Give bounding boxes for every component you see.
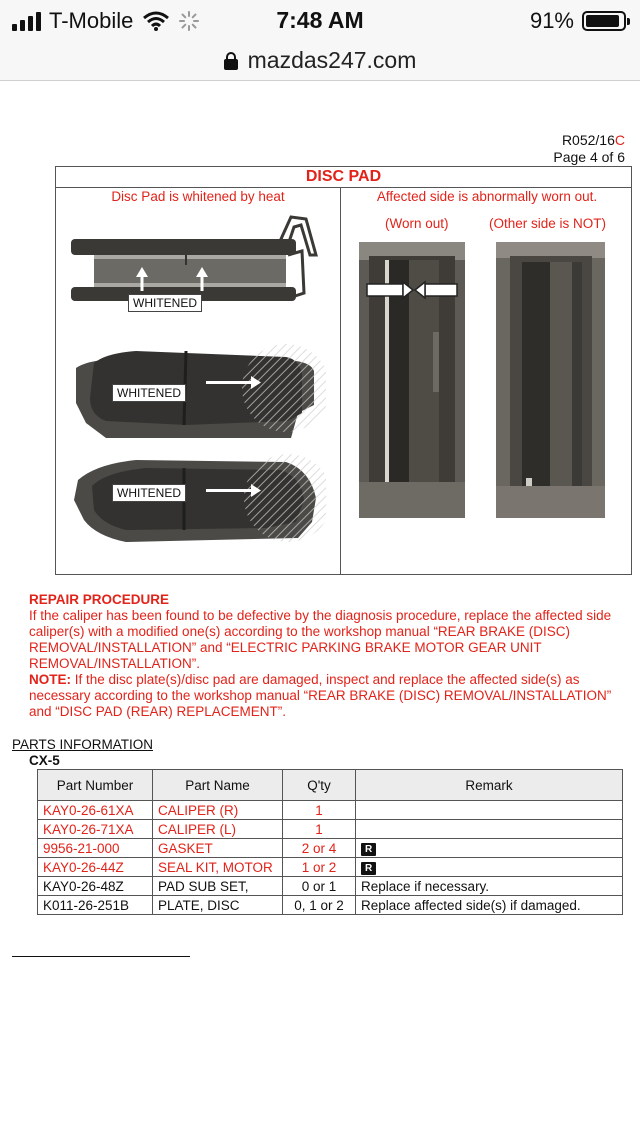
replacement-badge-icon: R bbox=[361, 843, 376, 856]
whitened-label-1: WHITENED bbox=[128, 294, 202, 312]
part-qty: 2 or 4 bbox=[283, 839, 356, 858]
disc-pad-title: DISC PAD bbox=[56, 167, 631, 188]
whitened-label-2: WHITENED bbox=[112, 384, 186, 402]
part-name: PAD SUB SET, bbox=[153, 877, 283, 896]
repair-body: If the caliper has been found to be defective by the diagnosis procedure, replace the affected side caliper(s) with a modified one(s) according to the workshop manual “REAR BRAKE (DISC) REMOVAL/INSTALLATION” and “ELECTRIC PARKING BRAKE MOTOR GEAR UNIT REMOVAL/INSTALLATION”. bbox=[29, 608, 612, 671]
parts-table-header bbox=[38, 770, 623, 801]
part-name: GASKET bbox=[153, 839, 283, 858]
note-label: NOTE: bbox=[29, 672, 71, 687]
address-bar[interactable] bbox=[0, 40, 640, 81]
pad-front-view-image-1 bbox=[66, 343, 326, 448]
part-remark bbox=[356, 801, 623, 820]
whitened-label-3: WHITENED bbox=[112, 484, 186, 502]
document-reference bbox=[553, 132, 625, 166]
other-side-caption: (Other side is NOT) bbox=[489, 216, 607, 231]
status-bar bbox=[0, 0, 640, 40]
footnote-divider bbox=[12, 956, 190, 957]
worn-comparison-panel bbox=[341, 188, 631, 574]
battery-percent: 91% bbox=[529, 8, 574, 33]
worn-pad-photo bbox=[359, 242, 465, 518]
battery-icon bbox=[582, 11, 626, 31]
bulletin-revision: C bbox=[614, 132, 625, 148]
part-remark bbox=[356, 820, 623, 839]
vehicle-model: CX-5 bbox=[29, 753, 60, 768]
status-time: 7:48 AM bbox=[276, 7, 364, 33]
part-name: SEAL KIT, MOTOR bbox=[153, 858, 283, 877]
col-part-number: Part Number bbox=[38, 770, 153, 801]
part-qty: 1 bbox=[283, 801, 356, 820]
parts-information-title: PARTS INFORMATION bbox=[12, 737, 154, 752]
lock-icon bbox=[224, 52, 238, 70]
part-qty: 0 or 1 bbox=[283, 877, 356, 896]
part-qty: 1 or 2 bbox=[283, 858, 356, 877]
repair-note bbox=[29, 672, 629, 720]
part-qty: 1 bbox=[283, 820, 356, 839]
part-number: KAY0-26-48Z bbox=[38, 877, 153, 896]
part-qty: 0, 1 or 2 bbox=[283, 896, 356, 915]
table-row bbox=[38, 896, 623, 915]
part-remark: Replace if necessary. bbox=[356, 877, 623, 896]
part-number: KAY0-26-71XA bbox=[38, 820, 153, 839]
battery-fill bbox=[586, 15, 619, 27]
replacement-badge-icon: R bbox=[361, 862, 376, 875]
part-name: PLATE, DISC bbox=[153, 896, 283, 915]
part-number: KAY0-26-44Z bbox=[38, 858, 153, 877]
col-remark: Remark bbox=[356, 770, 623, 801]
part-number: KAY0-26-61XA bbox=[38, 801, 153, 820]
other-side-pad-photo bbox=[496, 242, 605, 518]
table-row bbox=[38, 877, 623, 896]
table-row bbox=[38, 839, 623, 858]
disc-pad-figure bbox=[55, 166, 632, 575]
table-row bbox=[38, 801, 623, 820]
repair-procedure bbox=[29, 592, 629, 720]
part-remark bbox=[356, 839, 623, 858]
table-row bbox=[38, 858, 623, 877]
affected-side-caption: Affected side is abnormally worn out. bbox=[376, 189, 598, 204]
parts-table bbox=[37, 769, 623, 915]
part-number: K011-26-251B bbox=[38, 896, 153, 915]
part-remark: Replace affected side(s) if damaged. bbox=[356, 896, 623, 915]
col-qty: Q'ty bbox=[283, 770, 356, 801]
whitened-pad-panel bbox=[56, 188, 341, 574]
part-remark bbox=[356, 858, 623, 877]
carrier-name: T-Mobile bbox=[49, 8, 134, 33]
worn-out-caption: (Worn out) bbox=[385, 216, 449, 231]
repair-heading: REPAIR PROCEDURE bbox=[29, 592, 170, 607]
status-right bbox=[530, 8, 626, 34]
whitened-caption: Disc Pad is whitened by heat bbox=[111, 189, 285, 204]
page-number: Page 4 of 6 bbox=[553, 149, 625, 165]
table-row bbox=[38, 820, 623, 839]
part-name: CALIPER (R) bbox=[153, 801, 283, 820]
col-part-name: Part Name bbox=[153, 770, 283, 801]
url-text[interactable]: mazdas247.com bbox=[247, 46, 417, 73]
note-body: If the disc plate(s)/disc pad are damaged, inspect and replace the affected side(s) as necessary according to the workshop manual “REAR BRAKE (DISC) REMOVAL/INSTALLATION” and “DISC PAD (REAR) REPLACEMENT”. bbox=[29, 672, 612, 719]
bulletin-number: R052/16 bbox=[561, 132, 615, 148]
part-name: CALIPER (L) bbox=[153, 820, 283, 839]
pad-front-view-image-2 bbox=[66, 450, 326, 550]
part-number: 9956-21-000 bbox=[38, 839, 153, 858]
